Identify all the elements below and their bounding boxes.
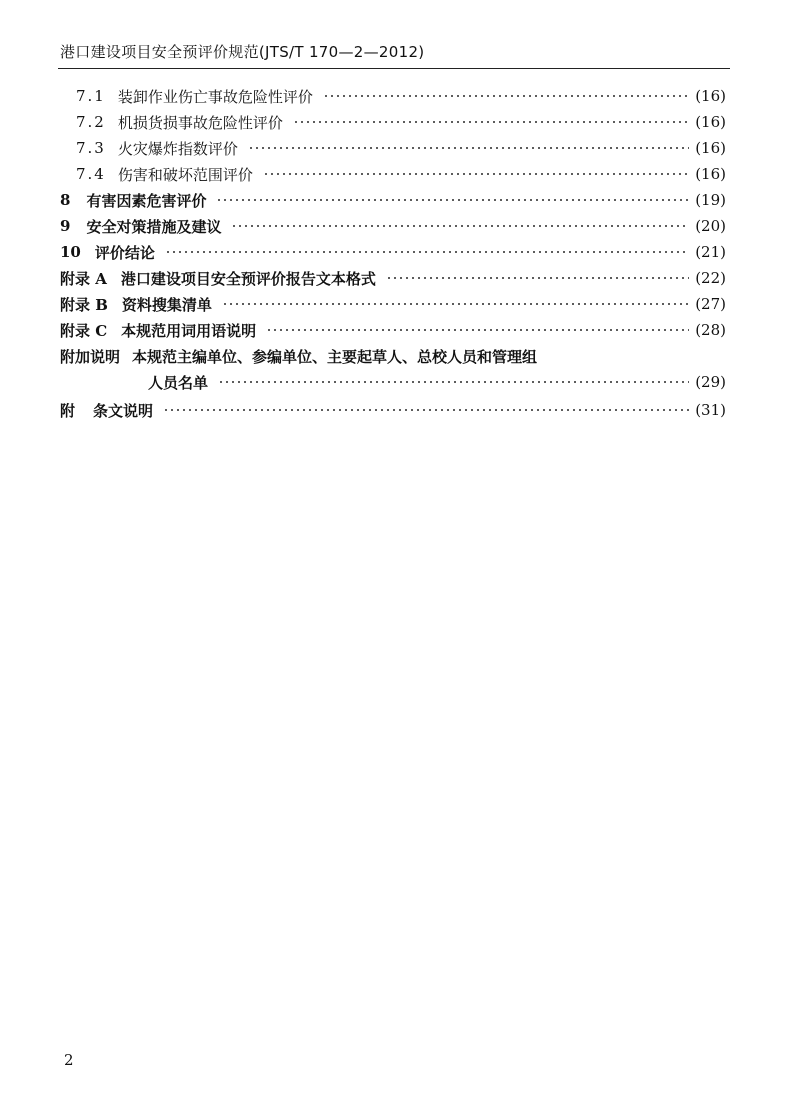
toc-entry-page: (19) [695, 191, 726, 209]
leader-dots [248, 147, 689, 149]
toc-entry-title: 本规范用词用语说明 [121, 321, 257, 340]
leader-dots [218, 381, 689, 383]
toc-entry-page: (28) [695, 321, 726, 339]
toc-entry-number: 8 [60, 191, 71, 209]
toc-entry-explanation[interactable] [60, 397, 726, 423]
toc-entry-7-1[interactable] [76, 83, 726, 109]
leader-dots [222, 303, 689, 305]
toc-entry-title: 安全对策措施及建议 [86, 217, 222, 236]
leader-dots [216, 199, 689, 201]
toc-entry-additional-notes[interactable] [60, 343, 726, 369]
toc-entry-number: 7.1 [76, 87, 106, 105]
toc-entry-page: (16) [695, 165, 726, 183]
header-title: 港口建设项目安全预评价规范(JTS/T 170—2—2012) [60, 43, 425, 61]
toc-entry-number: 附加说明 [60, 347, 121, 366]
leader-dots [266, 329, 689, 331]
toc-entry-number: 10 [60, 243, 81, 261]
toc-entry-number: 7.3 [76, 139, 106, 157]
toc-entry-page: (16) [695, 87, 726, 105]
toc-entry-page: (21) [695, 243, 726, 261]
page-number: 2 [64, 1051, 74, 1069]
toc-entry-7-3[interactable] [76, 135, 726, 161]
toc-entry-title: 装卸作业伤亡事故危险性评价 [117, 87, 313, 106]
toc-entry-page: (31) [695, 401, 726, 419]
toc-entry-number: 7.2 [76, 113, 106, 131]
toc-entry-page: (16) [695, 113, 726, 131]
toc-entry-7-2[interactable] [76, 109, 726, 135]
toc-entry-title: 火灾爆炸指数评价 [117, 139, 238, 158]
toc-entry-title: 有害因素危害评价 [86, 191, 207, 210]
leader-dots [165, 251, 689, 253]
toc-entry-number: 附录 A [60, 269, 107, 288]
toc-entry-additional-notes-cont[interactable] [148, 369, 726, 395]
toc-entry-appendix-c[interactable] [60, 317, 726, 343]
leader-dots [263, 173, 689, 175]
leader-dots [163, 409, 689, 411]
toc-entry-number: 附录 B [60, 295, 108, 314]
toc-entry-title: 评价结论 [94, 243, 155, 262]
toc-entry-page: (29) [695, 373, 726, 391]
toc-entry-page: (27) [695, 295, 726, 313]
toc-entry-page: (20) [695, 217, 726, 235]
leader-dots [231, 225, 689, 227]
toc-entry-7-4[interactable] [76, 161, 726, 187]
leader-dots [293, 121, 689, 123]
toc-entry-title: 机损货损事故危险性评价 [117, 113, 283, 132]
toc-entry-page: (16) [695, 139, 726, 157]
toc-entry-number: 7.4 [76, 165, 106, 183]
toc-entry-title: 条文说明 [93, 401, 154, 420]
toc-entry-page: (22) [695, 269, 726, 287]
toc-entry-10[interactable] [60, 239, 726, 265]
toc-entry-appendix-a[interactable] [60, 265, 726, 291]
toc-entry-number: 附录 C [60, 321, 108, 340]
toc-entry-number: 9 [60, 217, 71, 235]
toc-entry-title: 伤害和破坏范围评价 [117, 165, 253, 184]
leader-dots [323, 95, 689, 97]
leader-dots [386, 277, 689, 279]
toc-entry-title: 资料搜集清单 [121, 295, 212, 314]
toc-entry-title: 本规范主编单位、参编单位、主要起草人、总校人员和管理组 [132, 347, 538, 366]
toc-entry-title-continued: 人员名单 [148, 373, 209, 392]
toc-entry-9[interactable] [60, 213, 726, 239]
toc-entry-appendix-b[interactable] [60, 291, 726, 317]
toc-entry-number: 附 [60, 401, 76, 420]
toc-entry-title: 港口建设项目安全预评价报告文本格式 [120, 269, 376, 288]
toc-entry-8[interactable] [60, 187, 726, 213]
